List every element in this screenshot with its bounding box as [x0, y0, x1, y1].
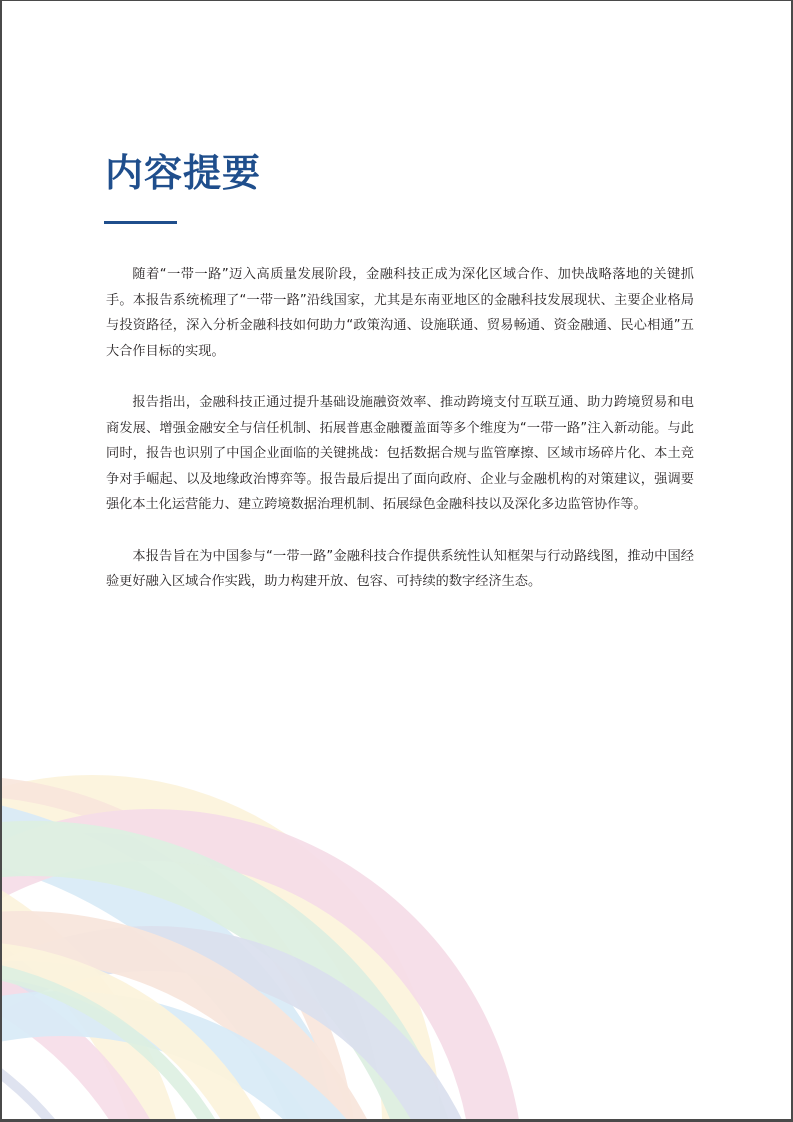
summary-paragraph-2: 报告指出，金融科技正通过提升基础设施融资效率、推动跨境支付互联互通、助力跨境贸易和电商发展、增强金融安全与信任机制、拓展普惠金融覆盖面等多个维度为“一带一路”注入新动能。与此同时，报告也识别了中国企业面临的关键挑战：包括数据合规与监管摩擦、区域市场碎片化、本土竞争对手崛起、以及地缘政治博弈等。报告最后提出了面向政府、企业与金融机构的对策建议，强调要强化本土化运营能力、建立跨境数据治理机制、拓展绿色金融科技以及深化多边监管协作等。: [106, 394, 694, 513]
arc-band-green-inner: [2, 956, 267, 1122]
arc-band-green: [2, 821, 472, 1122]
arc-band-yellow-inner: [2, 941, 302, 1122]
arc-band-peach-top: [2, 776, 357, 1122]
arc-band-lavender: [2, 926, 497, 1122]
arc-band-pink-outer: [2, 809, 524, 1122]
arc-band-blue-inner: [2, 991, 442, 1122]
arc-band-pink-left: [2, 931, 202, 1122]
page-title: 内容提要: [105, 151, 262, 195]
arc-band-lavender-left: [2, 1001, 132, 1122]
arc-band-yellow-left: [2, 831, 192, 1122]
arc-band-blue-outer: [2, 791, 382, 1122]
summary-paragraph-3: 本报告旨在为中国参与“一带一路”金融科技合作提供系统性认知框架与行动路线图，推动中国经验更好融入区域合作实践，助力构建开放、包容、可持续的数字经济生态。: [106, 548, 694, 590]
summary-paragraph-1: 随着“一带一路”迈入高质量发展阶段，金融科技正成为深化区域合作、加快战略落地的关键抓手。本报告系统梳理了“一带一路”沿线国家，尤其是东南亚地区的金融科技发展现状、主要企业格局与投资路径，深入分析金融科技如何助力“政策沟通、设施联通、贸易畅通、资金融通、民心相通”五大合作目标的实现。: [106, 267, 694, 359]
title-underline-divider: [104, 221, 177, 224]
summary-body: [106, 262, 694, 620]
arc-band-peach: [2, 911, 412, 1122]
arc-band-yellow-outer: [2, 775, 440, 1122]
